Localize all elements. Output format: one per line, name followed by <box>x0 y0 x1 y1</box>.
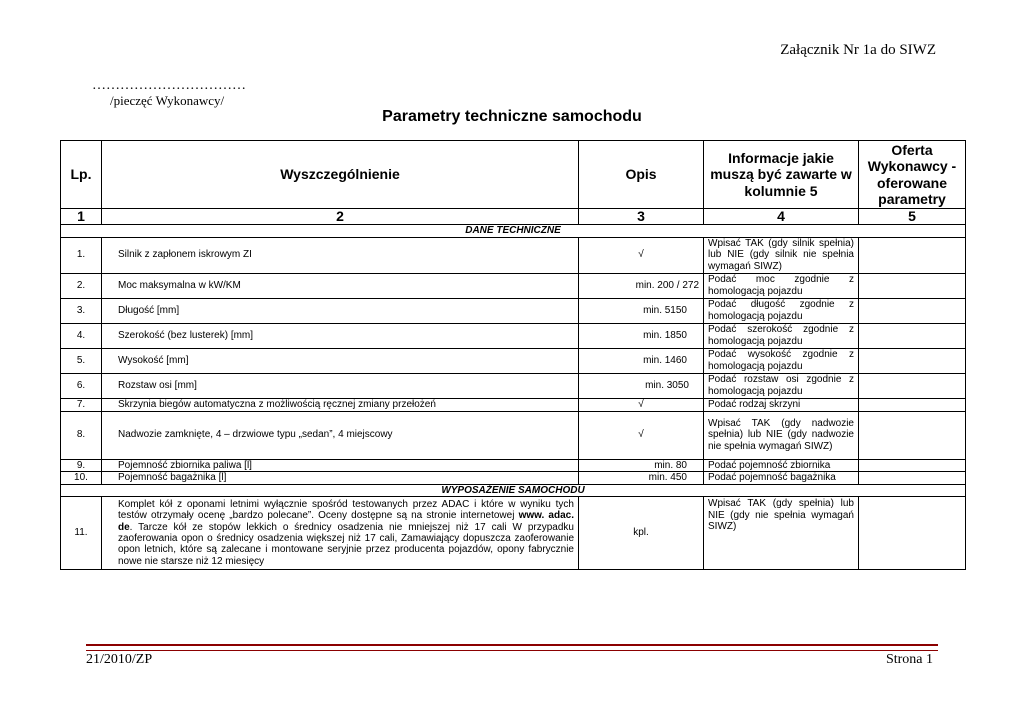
row-name: Pojemność zbiornika paliwa [l] <box>102 459 579 472</box>
row-lp: 2. <box>61 273 102 298</box>
row-lp: 5. <box>61 348 102 373</box>
row-name: Wysokość [mm] <box>102 348 579 373</box>
row-description: min. 80 <box>579 459 704 472</box>
row-info: Wpisać TAK (gdy silnik spełnia) lub NIE (gdy silnik nie spełnia wymagań SIWZ) <box>704 237 859 273</box>
row-lp: 9. <box>61 459 102 472</box>
row-description: min. 5150 <box>579 298 704 323</box>
header-lp: Lp. <box>61 141 102 209</box>
row-offer-cell[interactable] <box>859 273 966 298</box>
section-row <box>61 225 966 238</box>
column-number: 4 <box>704 209 859 225</box>
footer-divider <box>86 644 938 651</box>
row-lp: 3. <box>61 298 102 323</box>
table-row <box>61 273 966 298</box>
table-row <box>61 373 966 398</box>
row-description: kpl. <box>579 497 704 570</box>
header-required-info: Informacje jakie muszą być zawarte w kolumnie 5 <box>704 141 859 209</box>
row-offer-cell[interactable] <box>859 348 966 373</box>
table-row <box>61 298 966 323</box>
section-technical-data: DANE TECHNICZNE <box>61 225 966 238</box>
row-lp: 1. <box>61 237 102 273</box>
section-equipment: WYPOSAŻENIE SAMOCHODU <box>61 484 966 497</box>
column-numbers-row <box>61 209 966 225</box>
row-description: min. 3050 <box>579 373 704 398</box>
row-description: √ <box>579 398 704 411</box>
table-row <box>61 459 966 472</box>
row-description: min. 450 <box>579 472 704 485</box>
header-description: Opis <box>579 141 704 209</box>
row-name-text-cont: . Tarcze kół ze stopów lekkich o średnicy osadzenia nie mniejszej niż 17 cali W przypadku zaoferowania opon o średnicy osadzenia większej niż 17 cali, Zamawiający dopuszcza zaoferowanie opon letnich, które są zalecane i montowane seryjnie przez producenta pojazdów, opony fabrycznie nowe nie starsze niż 12 miesięcy <box>118 521 574 567</box>
row-name: Silnik z zapłonem iskrowym ZI <box>102 237 579 273</box>
parameters-table <box>60 140 966 570</box>
row-description: min. 1850 <box>579 323 704 348</box>
page-number: Strona 1 <box>885 652 933 667</box>
row-name-text: Komplet kół z oponami letnimi wyłącznie spośród testowanych przez ADAC i które w wyniku tych testów otrzymały ocenę „bardzo polecane”. Oceny dostępne są na stronie internetowej <box>118 499 574 522</box>
document-reference: 21/2010/ZP <box>86 652 153 667</box>
table-row <box>61 323 966 348</box>
table-row <box>61 411 966 459</box>
row-offer-cell[interactable] <box>859 373 966 398</box>
row-offer-cell[interactable] <box>859 237 966 273</box>
contractor-stamp-label: /pieczęć Wykonawcy/ <box>110 93 225 108</box>
row-info: Podać rozstaw osi zgodnie z homologacją pojazdu <box>704 373 859 398</box>
column-number: 3 <box>579 209 704 225</box>
section-row <box>61 484 966 497</box>
row-lp: 4. <box>61 323 102 348</box>
row-name: Rozstaw osi [mm] <box>102 373 579 398</box>
attachment-label: Załącznik Nr 1a do SIWZ <box>780 42 936 58</box>
row-offer-cell[interactable] <box>859 398 966 411</box>
adac-website-text: www. adac. de <box>118 510 574 533</box>
row-name: Nadwozie zamknięte, 4 – drzwiowe typu „sedan”, 4 miejscowy <box>102 411 579 459</box>
row-info: Wpisać TAK (gdy spełnia) lub NIE (gdy nie spełnia wymagań SIWZ) <box>704 497 859 570</box>
row-name: Długość [mm] <box>102 298 579 323</box>
row-offer-cell[interactable] <box>859 298 966 323</box>
column-number: 1 <box>61 209 102 225</box>
row-offer-cell[interactable] <box>859 411 966 459</box>
row-lp: 10. <box>61 472 102 485</box>
table-row <box>61 398 966 411</box>
row-lp: 7. <box>61 398 102 411</box>
row-name <box>102 497 579 570</box>
row-info: Wpisać TAK (gdy nadwozie spełnia) lub NIE (gdy nadwozie nie spełnia wymagań SIWZ) <box>704 411 859 459</box>
document-title: Parametry techniczne samochodu <box>382 108 642 125</box>
row-offer-cell[interactable] <box>859 472 966 485</box>
row-info: Podać moc zgodnie z homologacją pojazdu <box>704 273 859 298</box>
table-row <box>61 348 966 373</box>
table-row <box>61 497 966 570</box>
row-description: √ <box>579 411 704 459</box>
row-lp: 11. <box>61 497 102 570</box>
row-info: Podać wysokość zgodnie z homologacją pojazdu <box>704 348 859 373</box>
row-info: Podać długość zgodnie z homologacją pojazdu <box>704 298 859 323</box>
row-offer-cell[interactable] <box>859 459 966 472</box>
row-info: Podać pojemność bagażnika <box>704 472 859 485</box>
row-offer-cell[interactable] <box>859 323 966 348</box>
row-name: Skrzynia biegów automatyczna z możliwością ręcznej zmiany przełożeń <box>102 398 579 411</box>
row-name: Pojemność bagażnika [l] <box>102 472 579 485</box>
column-number: 5 <box>859 209 966 225</box>
header-item: Wyszczególnienie <box>102 141 579 209</box>
row-lp: 6. <box>61 373 102 398</box>
row-info: Podać rodzaj skrzyni <box>704 398 859 411</box>
stamp-dots: …………………………… <box>92 78 246 93</box>
header-row <box>61 141 966 209</box>
header-offer: Oferta Wykonawcy - oferowane parametry <box>859 141 966 209</box>
row-description: min. 200 / 272 <box>579 273 704 298</box>
row-description: √ <box>579 237 704 273</box>
row-offer-cell[interactable] <box>859 497 966 570</box>
row-lp: 8. <box>61 411 102 459</box>
row-name: Szerokość (bez lusterek) [mm] <box>102 323 579 348</box>
row-name: Moc maksymalna w kW/KM <box>102 273 579 298</box>
row-info: Podać pojemność zbiornika <box>704 459 859 472</box>
table-row <box>61 237 966 273</box>
column-number: 2 <box>102 209 579 225</box>
row-description: min. 1460 <box>579 348 704 373</box>
row-info: Podać szerokość zgodnie z homologacją pojazdu <box>704 323 859 348</box>
table-row <box>61 472 966 485</box>
